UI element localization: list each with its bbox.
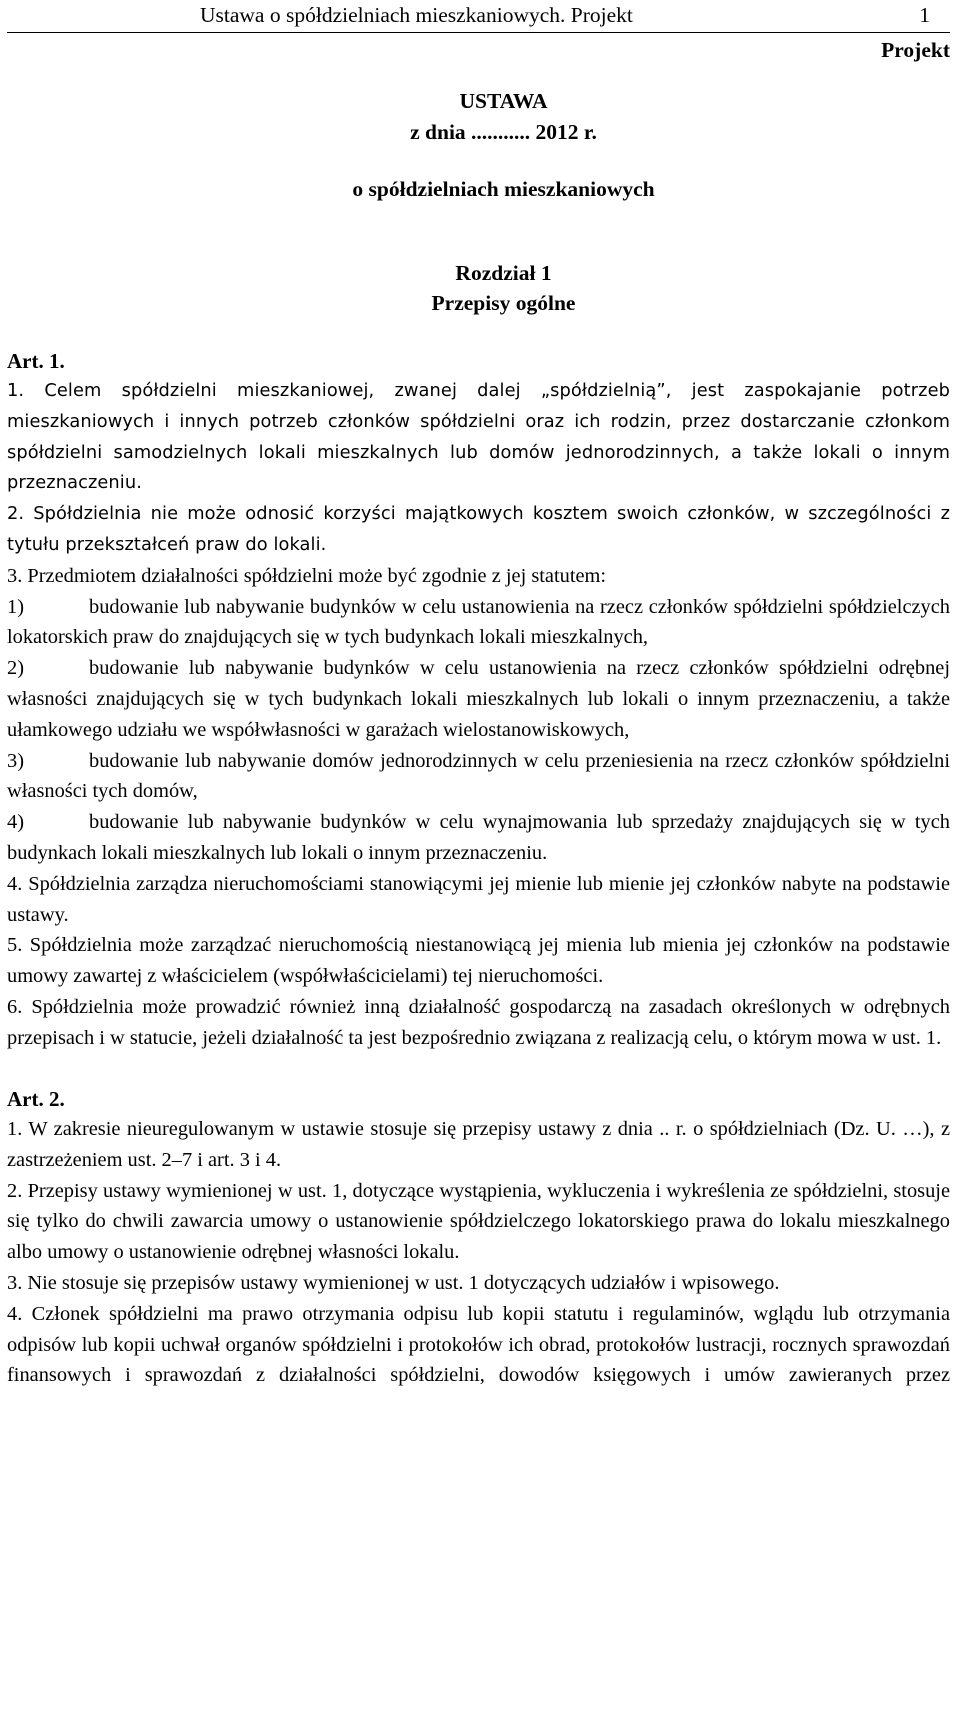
running-header-title: Ustawa o spółdzielniach mieszkaniowych. Projekt: [200, 3, 633, 27]
article-paragraph: 1. Celem spółdzielni mieszkaniowej, zwanej dalej „spółdzielnią”, jest zaspokajanie potrzeb mieszkaniowych i innych potrzeb członków spółdzielni oraz ich rodzin, przez dostarczanie członkom spółdzielni samodzielnych lokali mieszkalnych lub domów jednorodzinnych, a także lokali o innym przeznaczeniu.: [7, 380, 950, 494]
running-header: [7, 0, 950, 33]
list-item: [7, 746, 950, 808]
chapter-title: Przepisy ogólne: [431, 291, 576, 315]
article-paragraph: 4. Spółdzielnia zarządza nieruchomościami stanowiącymi jej mienie lub mienie jej członków nabyte na podstawie ustawy.: [7, 872, 950, 926]
act-type: USTAWA: [459, 89, 548, 113]
list-item-text: budowanie lub nabywanie budynków w celu wynajmowania lub sprzedaży znajdujących się w tych budynkach lokali mieszkalnych lub lokali o innym przeznaczeniu.: [7, 811, 950, 864]
list-item-number: 2): [7, 657, 24, 680]
list-item: [7, 592, 950, 654]
list-item-number: 1): [7, 595, 24, 618]
article-paragraph: 3. Nie stosuje się przepisów ustawy wymienionej w ust. 1 dotyczących udziałów i wpisowego.: [7, 1272, 780, 1295]
list-item-text: budowanie lub nabywanie budynków w celu ustanowienia na rzecz członków spółdzielni odrębnej własności znajdujących się w tych budynkach lokali mieszkalnych lub lokali o innym przeznaczeniu, a także ułamkowego udziału we współwłasności w garażach wielostanowiskowych,: [7, 657, 950, 741]
article-paragraph: 2. Przepisy ustawy wymienionej w ust. 1, dotyczące wystąpienia, wykluczenia i wykreślenia ze spółdzielni, stosuje się tylko do chwili zawarcia umowy o ustanowienie spółdzielczego lokatorskiego prawa do lokalu mieszkalnego albo umowy o ustanowienie odrębnej własności lokalu.: [7, 1179, 950, 1264]
act-title: o spółdzielniach mieszkaniowych: [352, 177, 655, 201]
act-date: z dnia ........... 2012 r.: [410, 119, 597, 144]
article-paragraph: 5. Spółdzielnia może zarządzać nieruchomością niestanowiącą jej mienia lub mienia jej członków na podstawie umowy zawartej z właścicielem (współwłaścicielami) tej nieruchomości.: [7, 934, 950, 988]
list-item-number: 3): [7, 749, 24, 772]
article-paragraph: 2. Spółdzielnia nie może odnosić korzyści majątkowych kosztem swoich członków, w szczególności z tytułu przekształceń praw do lokali.: [7, 503, 950, 555]
article-paragraph: 3. Przedmiotem działalności spółdzielni może być zgodnie z jej statutem:: [7, 564, 607, 587]
article-paragraph: 4. Członek spółdzielni ma prawo otrzymania odpisu lub kopii statutu i regulaminów, wglądu lub otrzymania odpisów lub kopii uchwał organów spółdzielni i protokołów ich obrad, protokołów lustracji, rocznych sprawozdań finansowych i sprawozdań z działalności spółdzielni, dowodów księgowych i umów zawieranych przez: [7, 1302, 950, 1387]
article-heading: Art. 2.: [7, 1086, 65, 1111]
article-paragraph: 1. W zakresie nieuregulowanym w ustawie stosuje się przepisy ustawy z dnia .. r. o spółdzielniach (Dz. U. …), z zastrzeżeniem ust. 2–7 i art. 3 i 4.: [7, 1118, 950, 1171]
list-item-text: budowanie lub nabywanie budynków w celu ustanowienia na rzecz członków spółdzielni spółdzielczych lokatorskich praw do znajdujących się w tych budynkach lokali mieszkalnych,: [7, 595, 950, 649]
project-marker: Projekt: [881, 38, 950, 62]
list-item: [7, 653, 950, 745]
page-number: 1: [919, 3, 930, 27]
article-paragraph: 6. Spółdzielnia może prowadzić również inną działalność gospodarczą na zasadach określonych w odrębnych przepisach i w statucie, jeżeli działalność ta jest bezpośrednio związana z realizacją celu, o którym mowa w ust. 1.: [7, 995, 950, 1049]
chapter-number: Rozdział 1: [455, 260, 552, 285]
list-item-text: budowanie lub nabywanie domów jednorodzinnych w celu przeniesienia na rzecz członków spółdzielni własności tych domów,: [7, 749, 950, 803]
list-item: [7, 807, 950, 869]
article-heading: Art. 1.: [7, 348, 65, 373]
list-item-number: 4): [7, 811, 24, 834]
